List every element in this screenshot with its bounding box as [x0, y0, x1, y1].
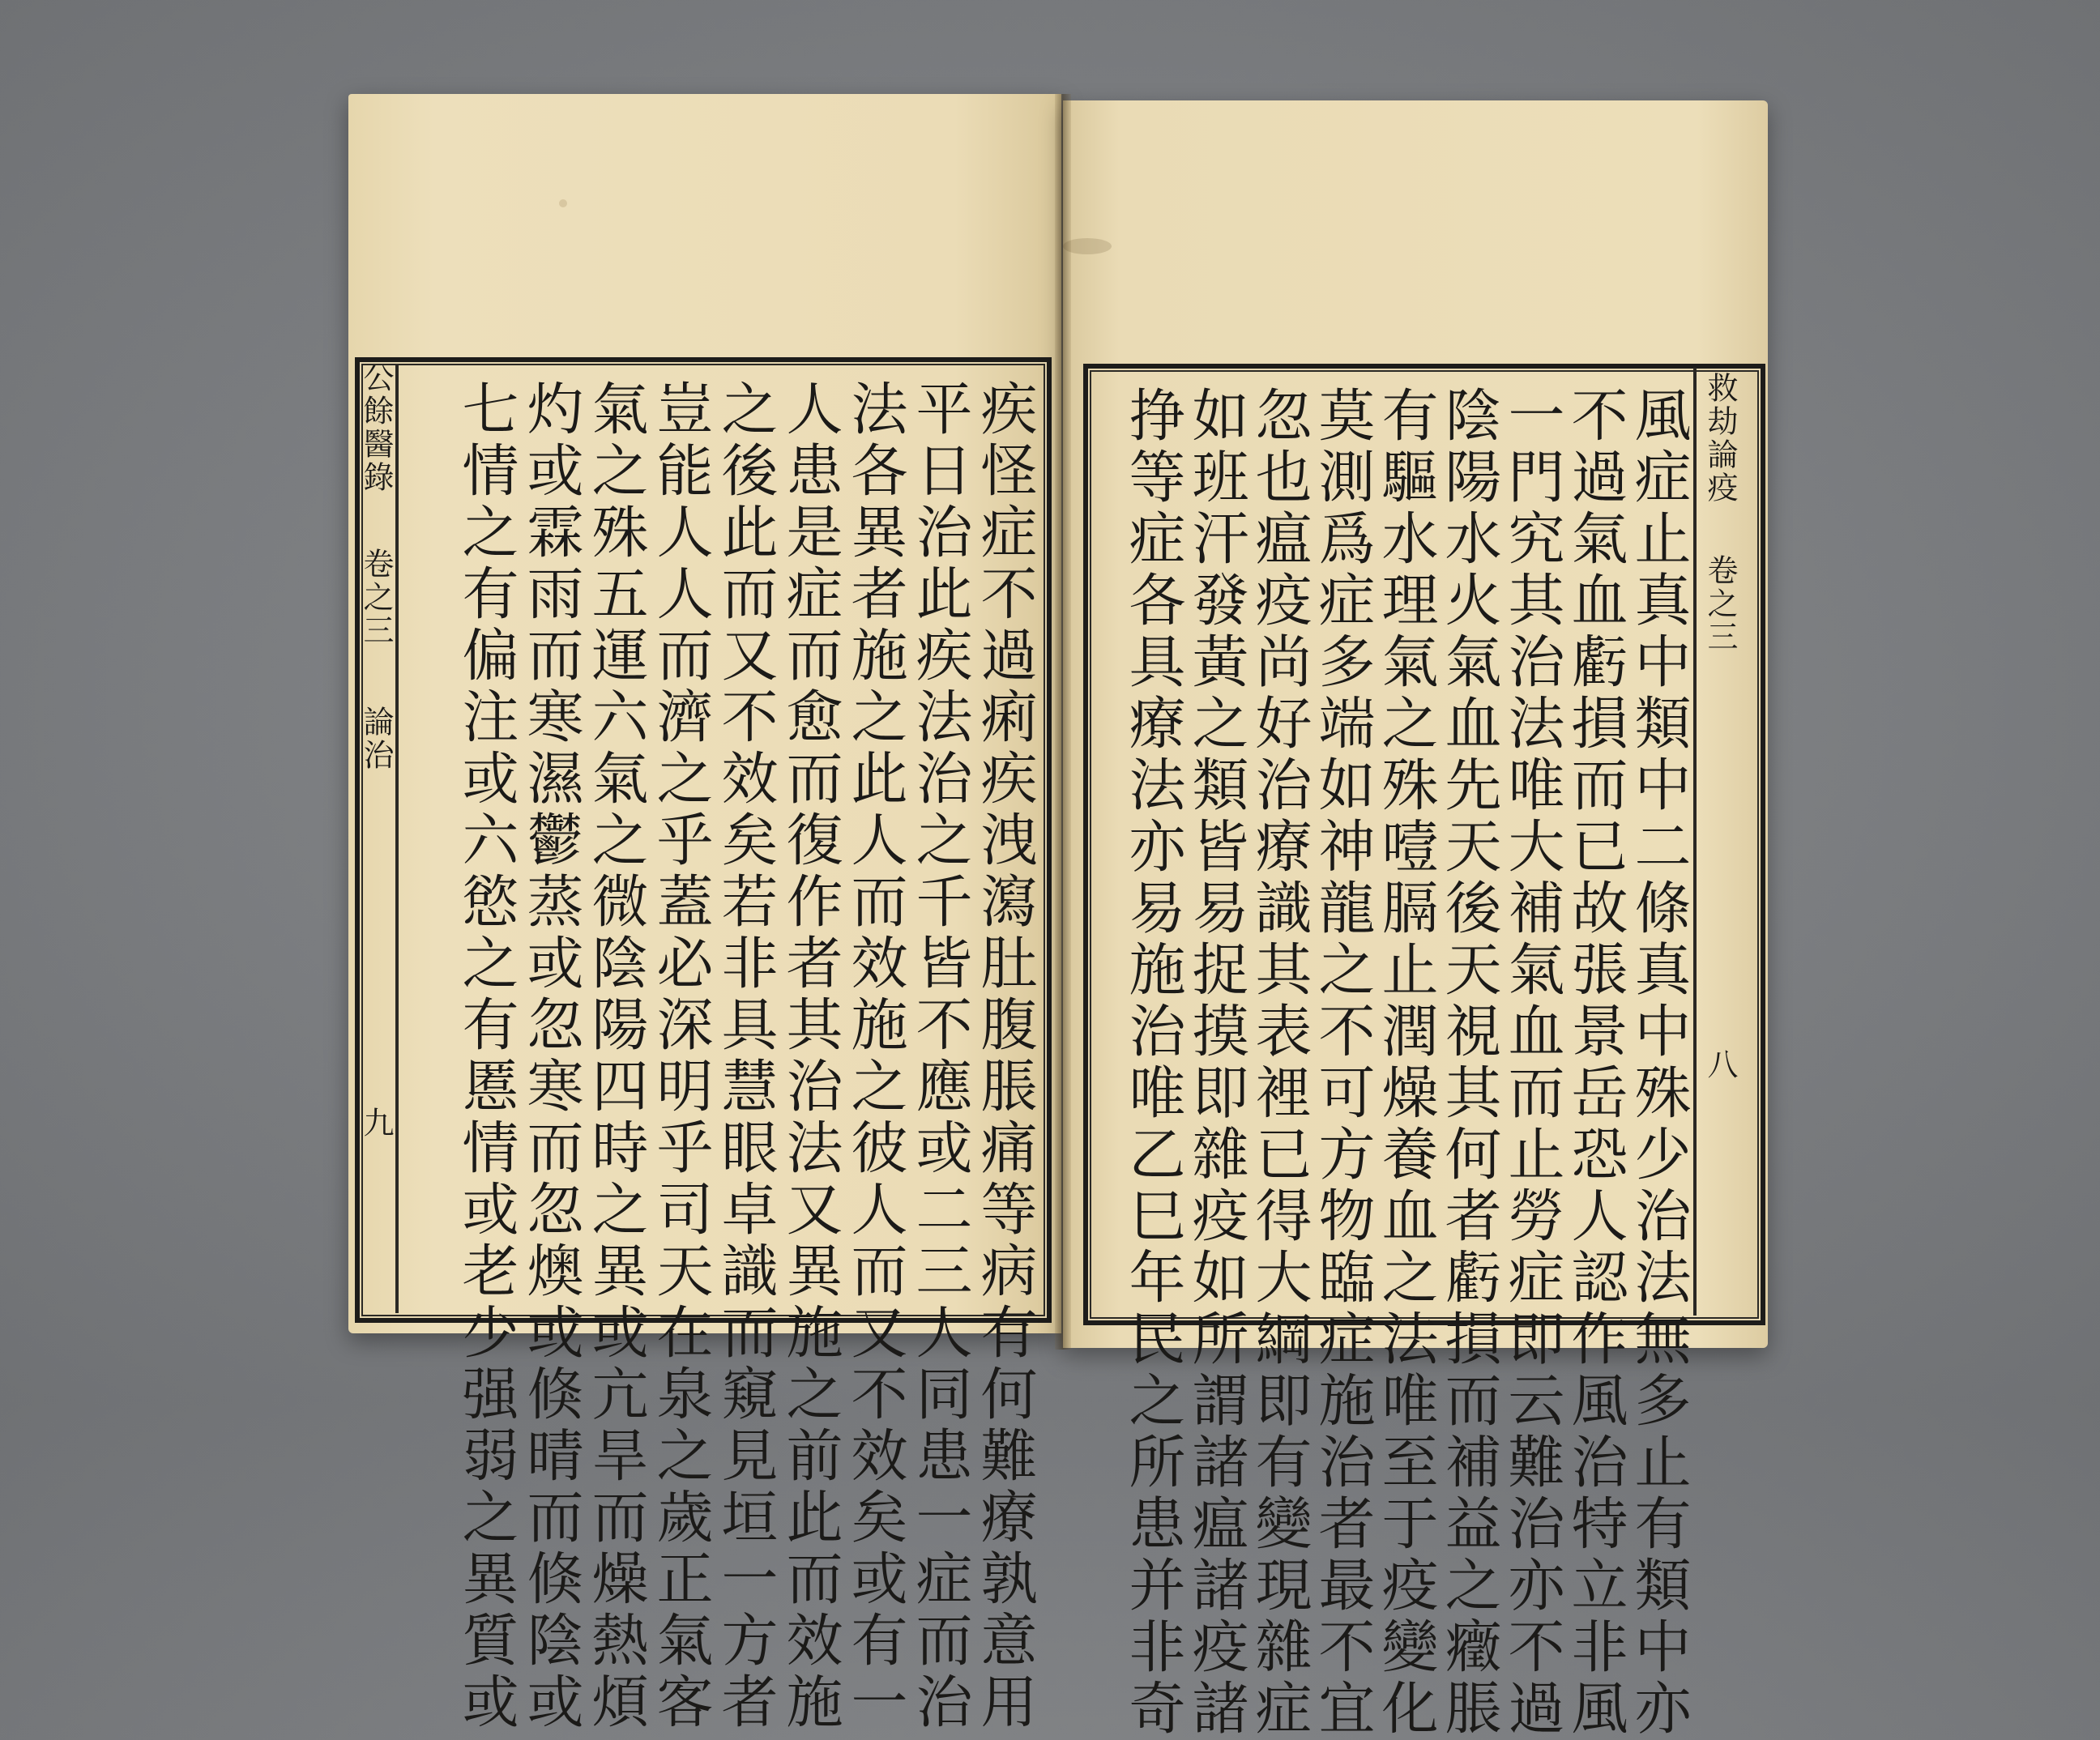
right-column-4: 陰陽水火氣血先天後天視其何者虧損而補益之癥脹: [1436, 386, 1502, 1740]
book-gutter: [1055, 94, 1071, 1350]
left-margin-volume: 卷之三: [358, 548, 394, 647]
right-margin-title: 救劫論疫: [1702, 372, 1738, 505]
right-column-2: 不過氣血虧損而已故張景岳恐人認作風治特立非風: [1562, 386, 1628, 1740]
right-column-5: 有驅水理氣之殊噎膈止潤燥養血之法唯至于疫變化: [1372, 386, 1439, 1740]
left-column-6: 豈能人人而濟之乎蓋必深明乎司天在泉之歲正氣客: [647, 379, 714, 1734]
right-column-6: 莫測爲症多端如神龍之不可方物臨症施治者最不宜: [1309, 386, 1376, 1740]
left-column-5: 之後此而又不效矣若非具慧眼卓識而窺見垣一方者: [712, 379, 779, 1734]
right-column-9: 挣等症各具療法亦易施治唯乙巳年民之所患并非奇: [1120, 386, 1186, 1740]
open-book: [348, 87, 1774, 1740]
left-column-3: 法各異者施之此人而效施之彼人而又不效矣或有一: [842, 379, 908, 1734]
left-column-7: 氣之殊五運六氣之微陰陽四時之異或亢旱而燥熱煩: [583, 379, 649, 1734]
right-margin-folio: 八: [1702, 1048, 1738, 1081]
left-page: [348, 94, 1061, 1734]
right-column-3: 一門究其治法唯大補氣血而止勞症即云難治亦不過: [1499, 386, 1565, 1740]
right-column-1: 風症止真中類中二條真中殊少治法無多止有類中亦: [1625, 386, 1692, 1740]
right-column-7: 忽也瘟疫尚好治療識其表裡已得大綱即有變現雜症: [1246, 386, 1312, 1740]
left-margin-section: 論治: [358, 706, 394, 772]
left-column-8: 灼或霖雨而寒濕鬱蒸或忽寒而忽燠或倏晴而倏陰或: [518, 379, 584, 1734]
right-column-8: 如班汗發黃之類皆易捉摸即雜疫如所謂諸瘟諸疫諸: [1183, 386, 1249, 1740]
right-margin-rule: [1693, 368, 1697, 1316]
left-column-1: 疾怪症不過痢疾洩瀉肚腹脹痛等病有何難療孰意用: [971, 379, 1038, 1734]
left-column-9: 七情之有偏注或六慾之有慝情或老少强弱之異質或: [453, 379, 519, 1734]
ink-speck: [559, 199, 567, 207]
left-margin-folio: 九: [358, 1107, 394, 1140]
left-margin-title: 公餘醫錄: [358, 361, 394, 494]
right-page: [1063, 100, 1768, 1740]
right-margin-volume: 卷之三: [1702, 554, 1738, 654]
left-column-4: 人患是症而愈而復作者其治法又異施之前此而效施: [777, 379, 843, 1734]
left-column-2: 平日治此疾法治之千皆不應或二三人同患一症而治: [907, 379, 973, 1734]
